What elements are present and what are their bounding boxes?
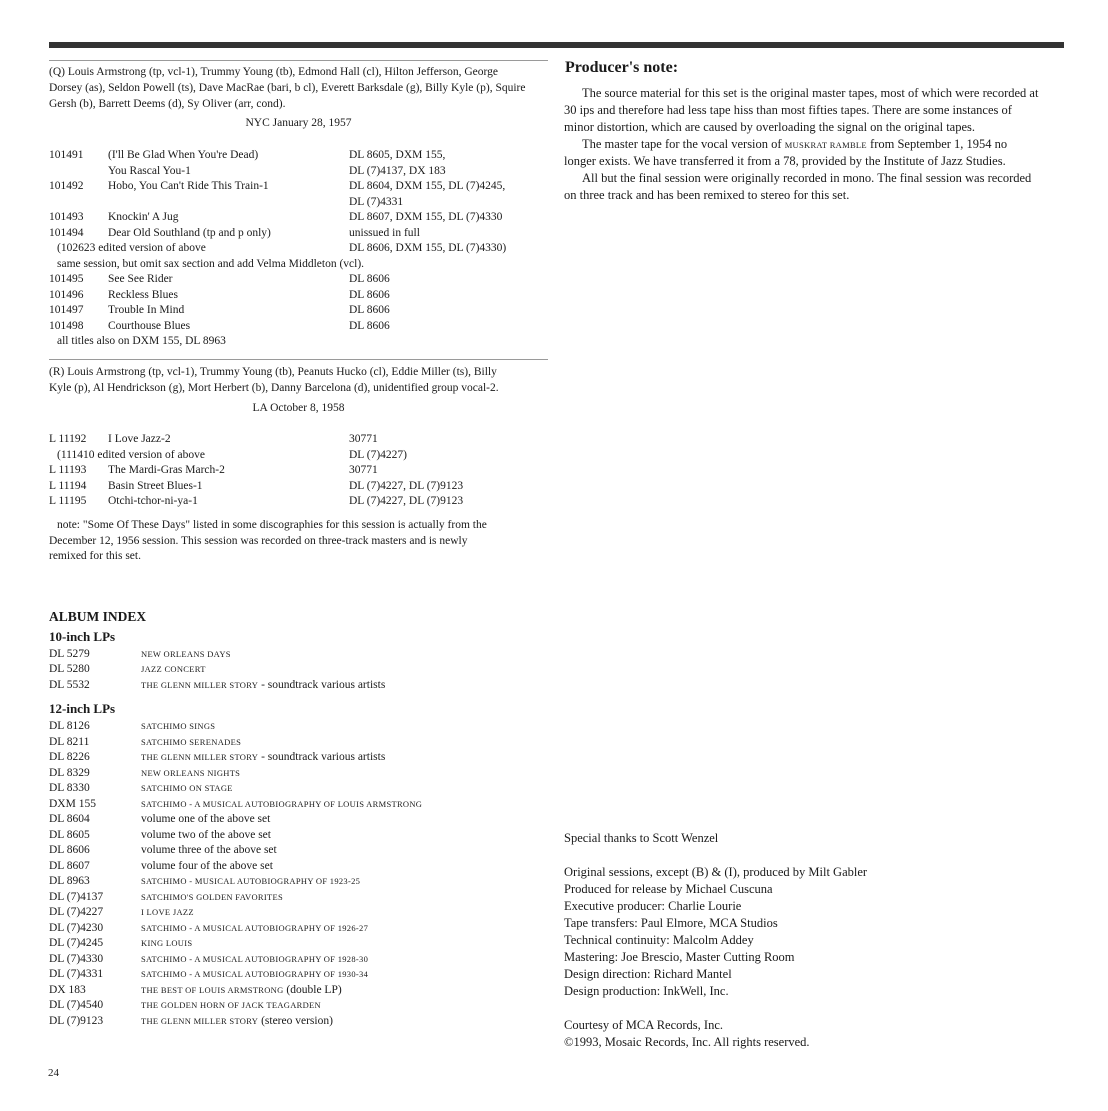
matrix-number: 101497 [49,304,84,316]
edited-version-note: (111410 edited version of above [57,449,205,461]
album-index-heading: ALBUM INDEX [49,609,147,624]
issue-numbers: DL (7)4227, DL (7)9123 [349,495,464,507]
session-r-rule [49,359,548,360]
twelve-inch-heading: 12-inch LPs [49,701,116,716]
issue-numbers: DL (7)4137, DX 183 [349,165,446,177]
ten-inch-heading: 10-inch LPs [49,629,116,644]
album-number: DL 8211 [49,736,90,748]
album-number: DL (7)4331 [49,968,104,980]
credit-line: Design direction: Richard Mantel [564,967,732,981]
credit-line: Produced for release by Michael Cuscuna [564,882,773,896]
track-title: Courthouse Blues [108,320,191,332]
album-title: SATCHIMO - A MUSICAL AUTOBIOGRAPHY OF 1926-27 [141,923,369,933]
issue-numbers: 30771 [349,433,378,445]
copyright-line: ©1993, Mosaic Records, Inc. All rights reserved. [564,1035,810,1049]
credit-line: Original sessions, except (B) & (I), produced by Milt Gabler [564,865,868,879]
album-title: SATCHIMO - A MUSICAL AUTOBIOGRAPHY OF LOUIS ARMSTRONG [141,799,423,809]
session-r-note-line-1: note: "Some Of These Days" listed in some discographies for this session is actually from the [57,519,487,531]
track-title: I Love Jazz-2 [108,433,171,445]
issue-numbers: DL 8606 [349,304,390,316]
album-title: THE GLENN MILLER STORY (stereo version) [141,1015,333,1027]
credit-line: Design production: InkWell, Inc. [564,984,729,998]
track-title: The Mardi-Gras March-2 [108,464,225,476]
album-number: DL (7)4137 [49,891,104,903]
session-r-note-line-3: remixed for this set. [49,550,141,562]
issue-numbers: DL 8606 [349,289,390,301]
track-title: Reckless Blues [108,289,178,301]
issue-numbers: unissued in full [349,227,420,239]
album-number: DL 5532 [49,679,90,691]
credit-line: Technical continuity: Malcolm Addey [564,933,754,947]
album-title: SATCHIMO - A MUSICAL AUTOBIOGRAPHY OF 1930-34 [141,969,369,979]
album-title: NEW ORLEANS NIGHTS [141,768,241,778]
issue-numbers: DL 8606 [349,320,390,332]
album-title: SATCHIMO SINGS [141,721,216,731]
session-r-note-line-2: December 12, 1956 session. This session was recorded on three-track masters and is newly [49,535,468,547]
producers-note-line: 30 ips and therefore had less tape hiss than most fifties tapes. There are some instances of [564,103,1012,117]
session-q-personnel-line-3: Gersh (b), Barrett Deems (d), Sy Oliver (arr, cond). [49,98,286,110]
album-title: volume three of the above set [141,844,277,856]
producers-note-line: The source material for this set is the original master tapes, most of which were recorded at [582,86,1039,100]
session-variation-note: same session, but omit sax section and add Velma Middleton (vcl). [57,258,365,270]
matrix-number: L 11193 [49,464,87,476]
album-number: DL (7)4227 [49,906,104,918]
issue-numbers: DL 8607, DXM 155, DL (7)4330 [349,211,503,223]
album-number: DL 5280 [49,663,90,675]
session-q-footer: all titles also on DXM 155, DL 8963 [57,335,226,347]
album-title: SATCHIMO ON STAGE [141,783,233,793]
matrix-number: 101496 [49,289,84,301]
session-r-personnel-line-1: (R) Louis Armstrong (tp, vcl-1), Trummy Young (tb), Peanuts Hucko (cl), Eddie Miller (ts), Billy [49,366,497,378]
producers-note-line: on three track and has been remixed to stereo for this set. [564,188,850,202]
track-title: Trouble In Mind [108,304,185,316]
issue-numbers: DL (7)4227) [349,449,408,461]
album-title: THE GLENN MILLER STORY - soundtrack various artists [141,751,386,763]
special-thanks: Special thanks to Scott Wenzel [564,831,719,845]
track-title: Otchi-tchor-ni-ya-1 [108,495,198,507]
producers-note-line: minor distortion, which are caused by overloading the signal on the original tapes. [564,120,976,134]
album-title: THE GOLDEN HORN OF JACK TEAGARDEN [141,1000,321,1010]
track-title: Basin Street Blues-1 [108,480,203,492]
album-number: DL 8963 [49,875,90,887]
producers-note-line: The master tape for the vocal version of MUSKRAT RAMBLE from September 1, 1954 no [582,137,1008,151]
album-title: JAZZ CONCERT [141,664,206,674]
album-title: volume one of the above set [141,813,271,825]
album-title: SATCHIMO'S GOLDEN FAVORITES [141,892,284,902]
album-number: DL 8329 [49,767,90,779]
issue-numbers: DL 8606 [349,273,390,285]
matrix-number: 101491 [49,149,84,161]
track-title: (I'll Be Glad When You're Dead) [108,149,259,161]
album-number: DL 8606 [49,844,90,856]
album-number: DL 8605 [49,829,90,841]
matrix-number: 101495 [49,273,84,285]
album-number: DL (7)4330 [49,953,104,965]
matrix-number: 101494 [49,227,84,239]
issue-numbers: DL (7)4227, DL (7)9123 [349,480,464,492]
producers-note-title: Producer's note: [565,59,679,76]
issue-numbers: 30771 [349,464,378,476]
album-number: DL (7)4230 [49,922,104,934]
album-number: DXM 155 [49,798,96,810]
page-number: 24 [48,1067,59,1079]
session-r-place-date: LA October 8, 1958 [252,402,345,414]
matrix-number: 101493 [49,211,84,223]
matrix-number: L 11195 [49,495,87,507]
album-number: DL (7)9123 [49,1015,104,1027]
matrix-number: L 11194 [49,480,87,492]
matrix-number: 101492 [49,180,84,192]
album-title: volume two of the above set [141,829,271,841]
album-number: DL 8607 [49,860,90,872]
edited-version-note: (102623 edited version of above [57,242,206,254]
matrix-number: L 11192 [49,433,87,445]
issue-numbers: DL 8606, DXM 155, DL (7)4330) [349,242,507,254]
issue-numbers: DL 8605, DXM 155, [349,149,446,161]
album-title: THE BEST OF LOUIS ARMSTRONG (double LP) [141,984,342,996]
session-q-rule [49,60,548,61]
session-q-personnel-line-2: Dorsey (as), Seldon Powell (ts), Dave MacRae (bari, b cl), Everett Barksdale (g), Billy Kyle (p), Squire [49,82,526,94]
album-number: DL 8604 [49,813,90,825]
producers-note-line: All but the final session were originally recorded in mono. The final session was recorded [582,171,1032,185]
album-number: DL 8330 [49,782,90,794]
track-title: Hobo, You Can't Ride This Train-1 [108,180,269,192]
album-number: DL (7)4540 [49,999,104,1011]
album-title: SATCHIMO - MUSICAL AUTOBIOGRAPHY OF 1923-25 [141,876,361,886]
album-number: DL 8226 [49,751,90,763]
credit-line: Tape transfers: Paul Elmore, MCA Studios [564,916,778,930]
album-title: SATCHIMO SERENADES [141,737,242,747]
album-number: DX 183 [49,984,86,996]
producers-note-line: longer exists. We have transferred it from a 78, provided by the Institute of Jazz Studies. [564,154,1006,168]
track-title: Dear Old Southland (tp and p only) [108,227,271,239]
session-r-personnel-line-2: Kyle (p), Al Hendrickson (g), Mort Herbert (b), Danny Barcelona (d), unidentified group vocal-2. [49,382,499,394]
album-number: DL (7)4245 [49,937,104,949]
credit-line: Mastering: Joe Brescio, Master Cutting Room [564,950,795,964]
courtesy-line: Courtesy of MCA Records, Inc. [564,1018,724,1032]
issue-numbers: DL (7)4331 [349,196,404,208]
top-rule [49,42,1064,48]
issue-numbers: DL 8604, DXM 155, DL (7)4245, [349,180,506,192]
album-title: KING LOUIS [141,938,193,948]
track-title: See See Rider [108,273,173,285]
album-number: DL 8126 [49,720,90,732]
credit-line: Executive producer: Charlie Lourie [564,899,742,913]
album-title: SATCHIMO - A MUSICAL AUTOBIOGRAPHY OF 1928-30 [141,954,369,964]
album-number: DL 5279 [49,648,90,660]
album-title: NEW ORLEANS DAYS [141,649,231,659]
track-title: You Rascal You-1 [108,165,191,177]
album-title: I LOVE JAZZ [141,907,194,917]
track-title: Knockin' A Jug [108,211,179,223]
album-title: THE GLENN MILLER STORY - soundtrack various artists [141,679,386,691]
session-q-place-date: NYC January 28, 1957 [245,117,352,129]
album-title: volume four of the above set [141,860,273,872]
matrix-number: 101498 [49,320,84,332]
session-q-personnel-line-1: (Q) Louis Armstrong (tp, vcl-1), Trummy Young (tb), Edmond Hall (cl), Hilton Jefferson, George [49,66,498,78]
